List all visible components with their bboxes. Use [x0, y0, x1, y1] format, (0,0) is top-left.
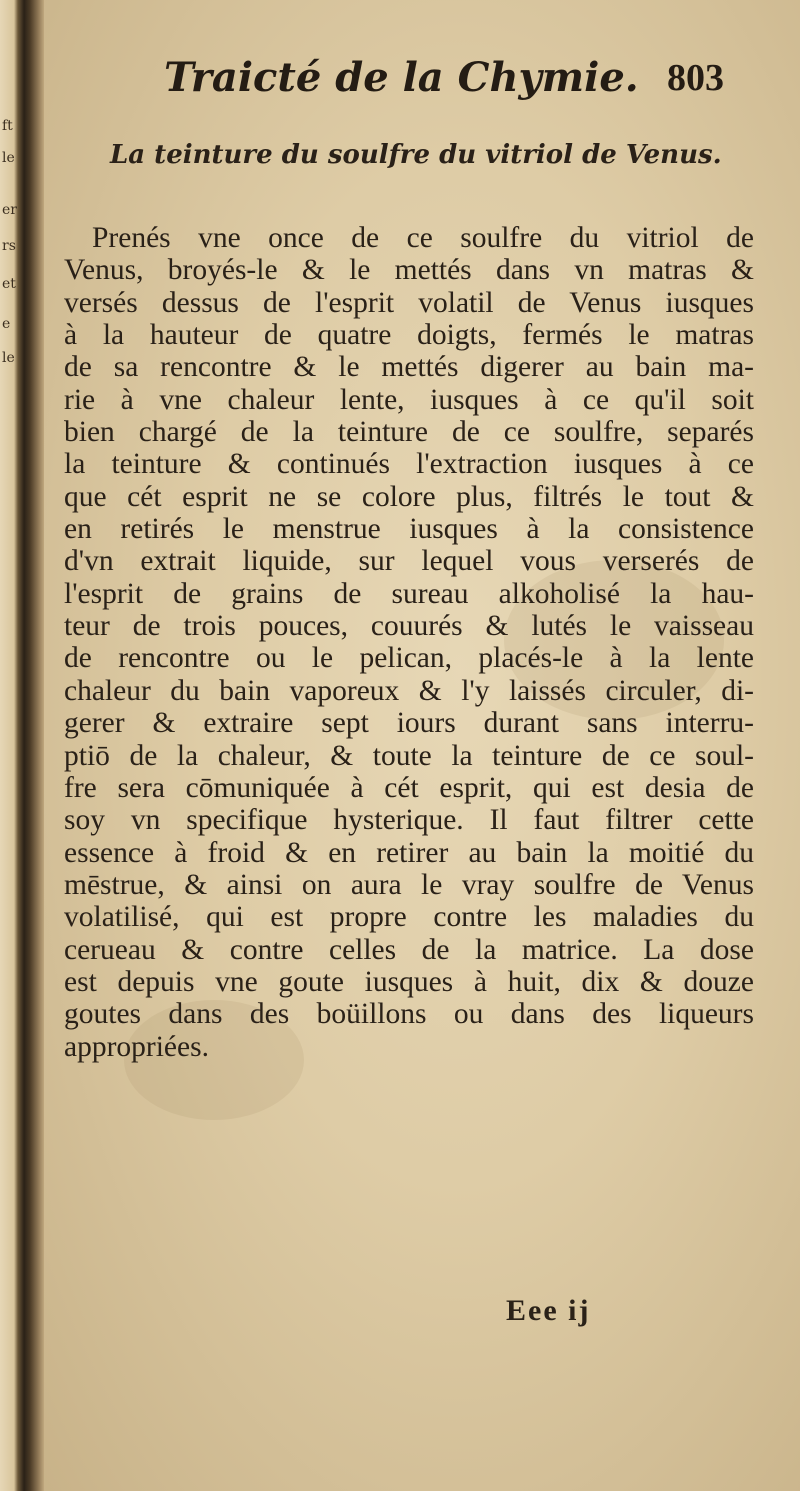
text-line: appropriées.	[64, 1030, 209, 1063]
text-line: bien chargé de la teinture de ce soulfre, separés	[64, 416, 754, 449]
facing-page-fragment: rs	[2, 238, 16, 254]
text-line: volatilisé, qui est propre contre les maladies du	[64, 901, 754, 934]
text-line: teur de trois pouces, couurés & lutés le vaisseau	[64, 610, 754, 643]
facing-page-fragment: er	[2, 202, 17, 218]
text-line: que cét esprit ne se colore plus, filtrés le tout &	[64, 480, 754, 513]
text-line: en retirés le menstrue iusques à la consistence	[64, 513, 754, 546]
text-line: d'vn extrait liquide, sur lequel vous verserés de	[64, 545, 754, 578]
text-line: est depuis vne goute iusques à huit, dix & douze	[64, 965, 754, 998]
text-line: gerer & extraire sept iours durant sans interru-	[64, 707, 754, 740]
text-line: essence à froid & en retirer au bain la moitié du	[64, 836, 754, 869]
text-line: de rencontre ou le pelican, placés-le à la lente	[64, 642, 754, 675]
text-line: soy vn specifique hysterique. Il faut filtrer cette	[64, 804, 754, 837]
text-line: la teinture & continués l'extraction iusques à ce	[64, 448, 754, 481]
running-title: Traicté de la Chymie.	[164, 54, 639, 101]
facing-page-fragment: le	[2, 350, 15, 366]
facing-page-fragment: et	[2, 276, 16, 292]
page-number: 803	[667, 57, 724, 99]
signature-mark: Eee ij	[506, 1294, 591, 1327]
text-line: versés dessus de l'esprit volatil de Venus iusques	[64, 286, 754, 319]
text-line: à la hauteur de quatre doigts, fermés le matras	[64, 319, 754, 352]
text-line: chaleur du bain vaporeux & l'y laissés circuler, di-	[64, 674, 754, 707]
running-header	[164, 54, 724, 114]
facing-page-fragment: e	[2, 316, 11, 332]
text-line: mēstrue, & ainsi on aura le vray soulfre de Venus	[64, 868, 754, 901]
text-line: cerueau & contre celles de la matrice. La dose	[64, 933, 754, 966]
facing-page-fragment: ft	[2, 118, 13, 134]
body-paragraph	[64, 222, 754, 1063]
text-line: fre sera cōmuniquée à cét esprit, qui est desia de	[64, 771, 754, 804]
text-line: Venus, broyés-le & le mettés dans vn matras &	[64, 254, 754, 287]
book-page	[44, 0, 800, 1491]
text-line: l'esprit de grains de sureau alkoholisé la hau-	[64, 577, 754, 610]
facing-page-fragment: le	[2, 150, 15, 166]
text-line: de sa rencontre & le mettés digerer au bain ma-	[64, 351, 754, 384]
book-binding	[0, 0, 44, 1491]
text-line: ptiō de la chaleur, & toute la teinture de ce soul-	[64, 739, 754, 772]
section-heading: La teinture du soulfre du vitriol de Venus.	[110, 140, 722, 170]
text-line: goutes dans des boüillons ou dans des liqueurs	[64, 998, 754, 1031]
text-line: Prenés vne once de ce soulfre du vitriol de	[92, 222, 754, 254]
text-line: rie à vne chaleur lente, iusques à ce qu'il soit	[64, 383, 754, 416]
